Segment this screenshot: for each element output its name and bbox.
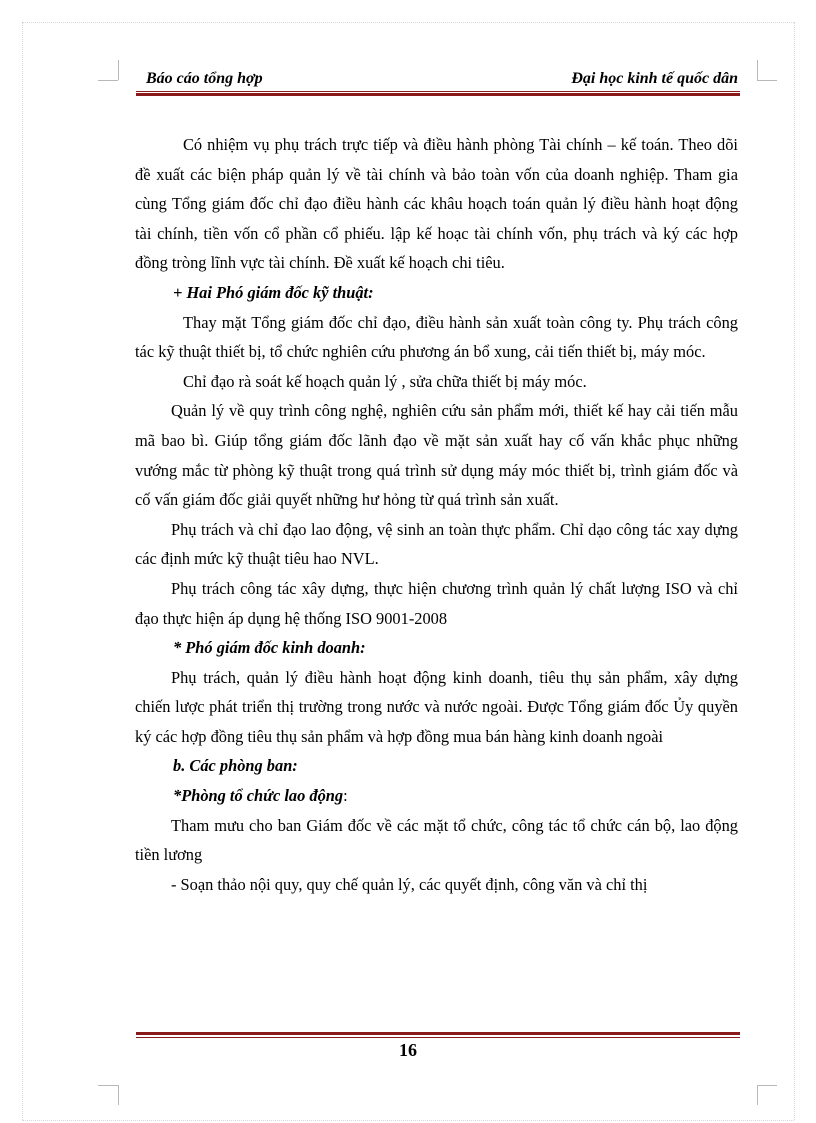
header-right-title: Đại học kinh tế quốc dân <box>571 70 738 87</box>
page-frame-top <box>22 22 794 23</box>
crop-mark-top-right <box>757 80 777 81</box>
crop-mark-bottom-right <box>757 1085 777 1086</box>
crop-mark-bottom-right <box>757 1085 758 1105</box>
crop-mark-bottom-left <box>98 1085 118 1086</box>
paragraph-iso: Phụ trách công tác xây dựng, thực hiện chương trình quản lý chất lượng ISO và chỉ đạo thực hiện áp dụng hệ thống ISO 9001-2008 <box>135 578 738 628</box>
paragraph-technical-duties: Thay mặt Tổng giám đốc chỉ đạo, điều hành sản xuất toàn công ty. Phụ trách công tác kỹ thuật thiết bị, tổ chức nghiên cứu phương án bổ xung, cải tiến thiết bị, máy móc. <box>135 312 738 362</box>
crop-mark-top-left <box>98 80 118 81</box>
heading-colon: : <box>360 638 366 658</box>
heading-business-deputy <box>135 633 738 663</box>
heading-colon: : <box>368 282 374 302</box>
heading-text: * Phó giám đốc kinh doanh <box>173 638 361 658</box>
crop-mark-bottom-left <box>118 1085 119 1105</box>
paragraph-maintenance: Chỉ đạo rà soát kế hoạch quản lý , sửa chữa thiết bị máy móc. <box>183 371 587 391</box>
paragraph-process-management: Quản lý về quy trình công nghệ, nghiên cứu sản phẩm mới, thiết kế hay cải tiến mẫu mã bao bì. Giúp tổng giám đốc lãnh đạo về mặt sản xuất hay cố vấn khắc phục những vướng mắc từ phòng kỹ thuật trong quá trình sử dụng máy móc thiết bị, trình giám đốc và cố vấn giám đốc giải quyết những hư hỏng từ quá trình sản xuất. <box>135 401 738 510</box>
heading-bullet: + <box>173 282 187 302</box>
paragraph-labor-safety: Phụ trách và chỉ đạo lao động, vệ sinh an toàn thực phẩm. Chỉ dạo công tác xay dựng các định mức kỹ thuật tiêu hao NVL. <box>135 519 738 569</box>
paragraph-business-duties: Phụ trách, quản lý điều hành hoạt động kinh doanh, tiêu thụ sản phẩm, xây dựng chiến lược phát triển thị trường trong nước và nước ngoài. Được Tổng giám đốc Ủy quyền ký các hợp đồng tiêu thụ sản phẩm và hợp đồng mua bán hàng kinh doanh ngoài <box>135 667 738 746</box>
header-rule-thick <box>136 93 740 96</box>
header-rule-thin <box>136 91 740 92</box>
page-frame-bottom <box>22 1120 794 1121</box>
page-frame-left <box>22 22 23 1120</box>
page-frame-right <box>794 22 795 1120</box>
heading-text: Hai Phó giám đốc kỹ thuật <box>186 282 369 302</box>
footer-rule-thick <box>136 1032 740 1035</box>
heading-technical-deputy <box>135 278 738 308</box>
paragraph-finance-duties: Có nhiệm vụ phụ trách trực tiếp và điều hành phòng Tài chính – kế toán. Theo dõi đề xuất các biện pháp quản lý về tài chính và bảo toàn vốn của doanh nghiệp. Tham gia cùng Tổng giám đốc chỉ đạo điều hành các khâu hoạch toán quản lý điều hành hoạt động tài chính, tiền vốn cổ phần cổ phiếu. lập kế hoạc tài chính vốn, phụ trách và ký các hợp đồng tròng lĩnh vực tài chính. Đề xuất kế hoạch chi tiêu. <box>135 135 738 273</box>
page-header <box>136 64 740 90</box>
heading-departments: b. Các phòng ban: <box>173 756 298 776</box>
heading-hr-department <box>135 781 738 811</box>
document-body <box>135 130 738 899</box>
paragraph-hr-duties: Tham mưu cho ban Giám đốc về các mặt tổ chức, công tác tổ chức cán bộ, lao động tiền lương <box>135 815 738 865</box>
heading-colon: : <box>343 786 348 806</box>
heading-text: *Phòng tổ chức lao động <box>173 786 344 806</box>
page-number: 16 <box>399 1040 417 1060</box>
crop-mark-top-right <box>757 60 758 80</box>
paragraph-regulations: - Soạn thảo nội quy, quy chế quản lý, các quyết định, công văn và chỉ thị <box>171 874 648 894</box>
header-left-title: Báo cáo tổng hợp <box>146 70 263 87</box>
footer-rule-thin <box>136 1037 740 1038</box>
crop-mark-top-left <box>118 60 119 80</box>
